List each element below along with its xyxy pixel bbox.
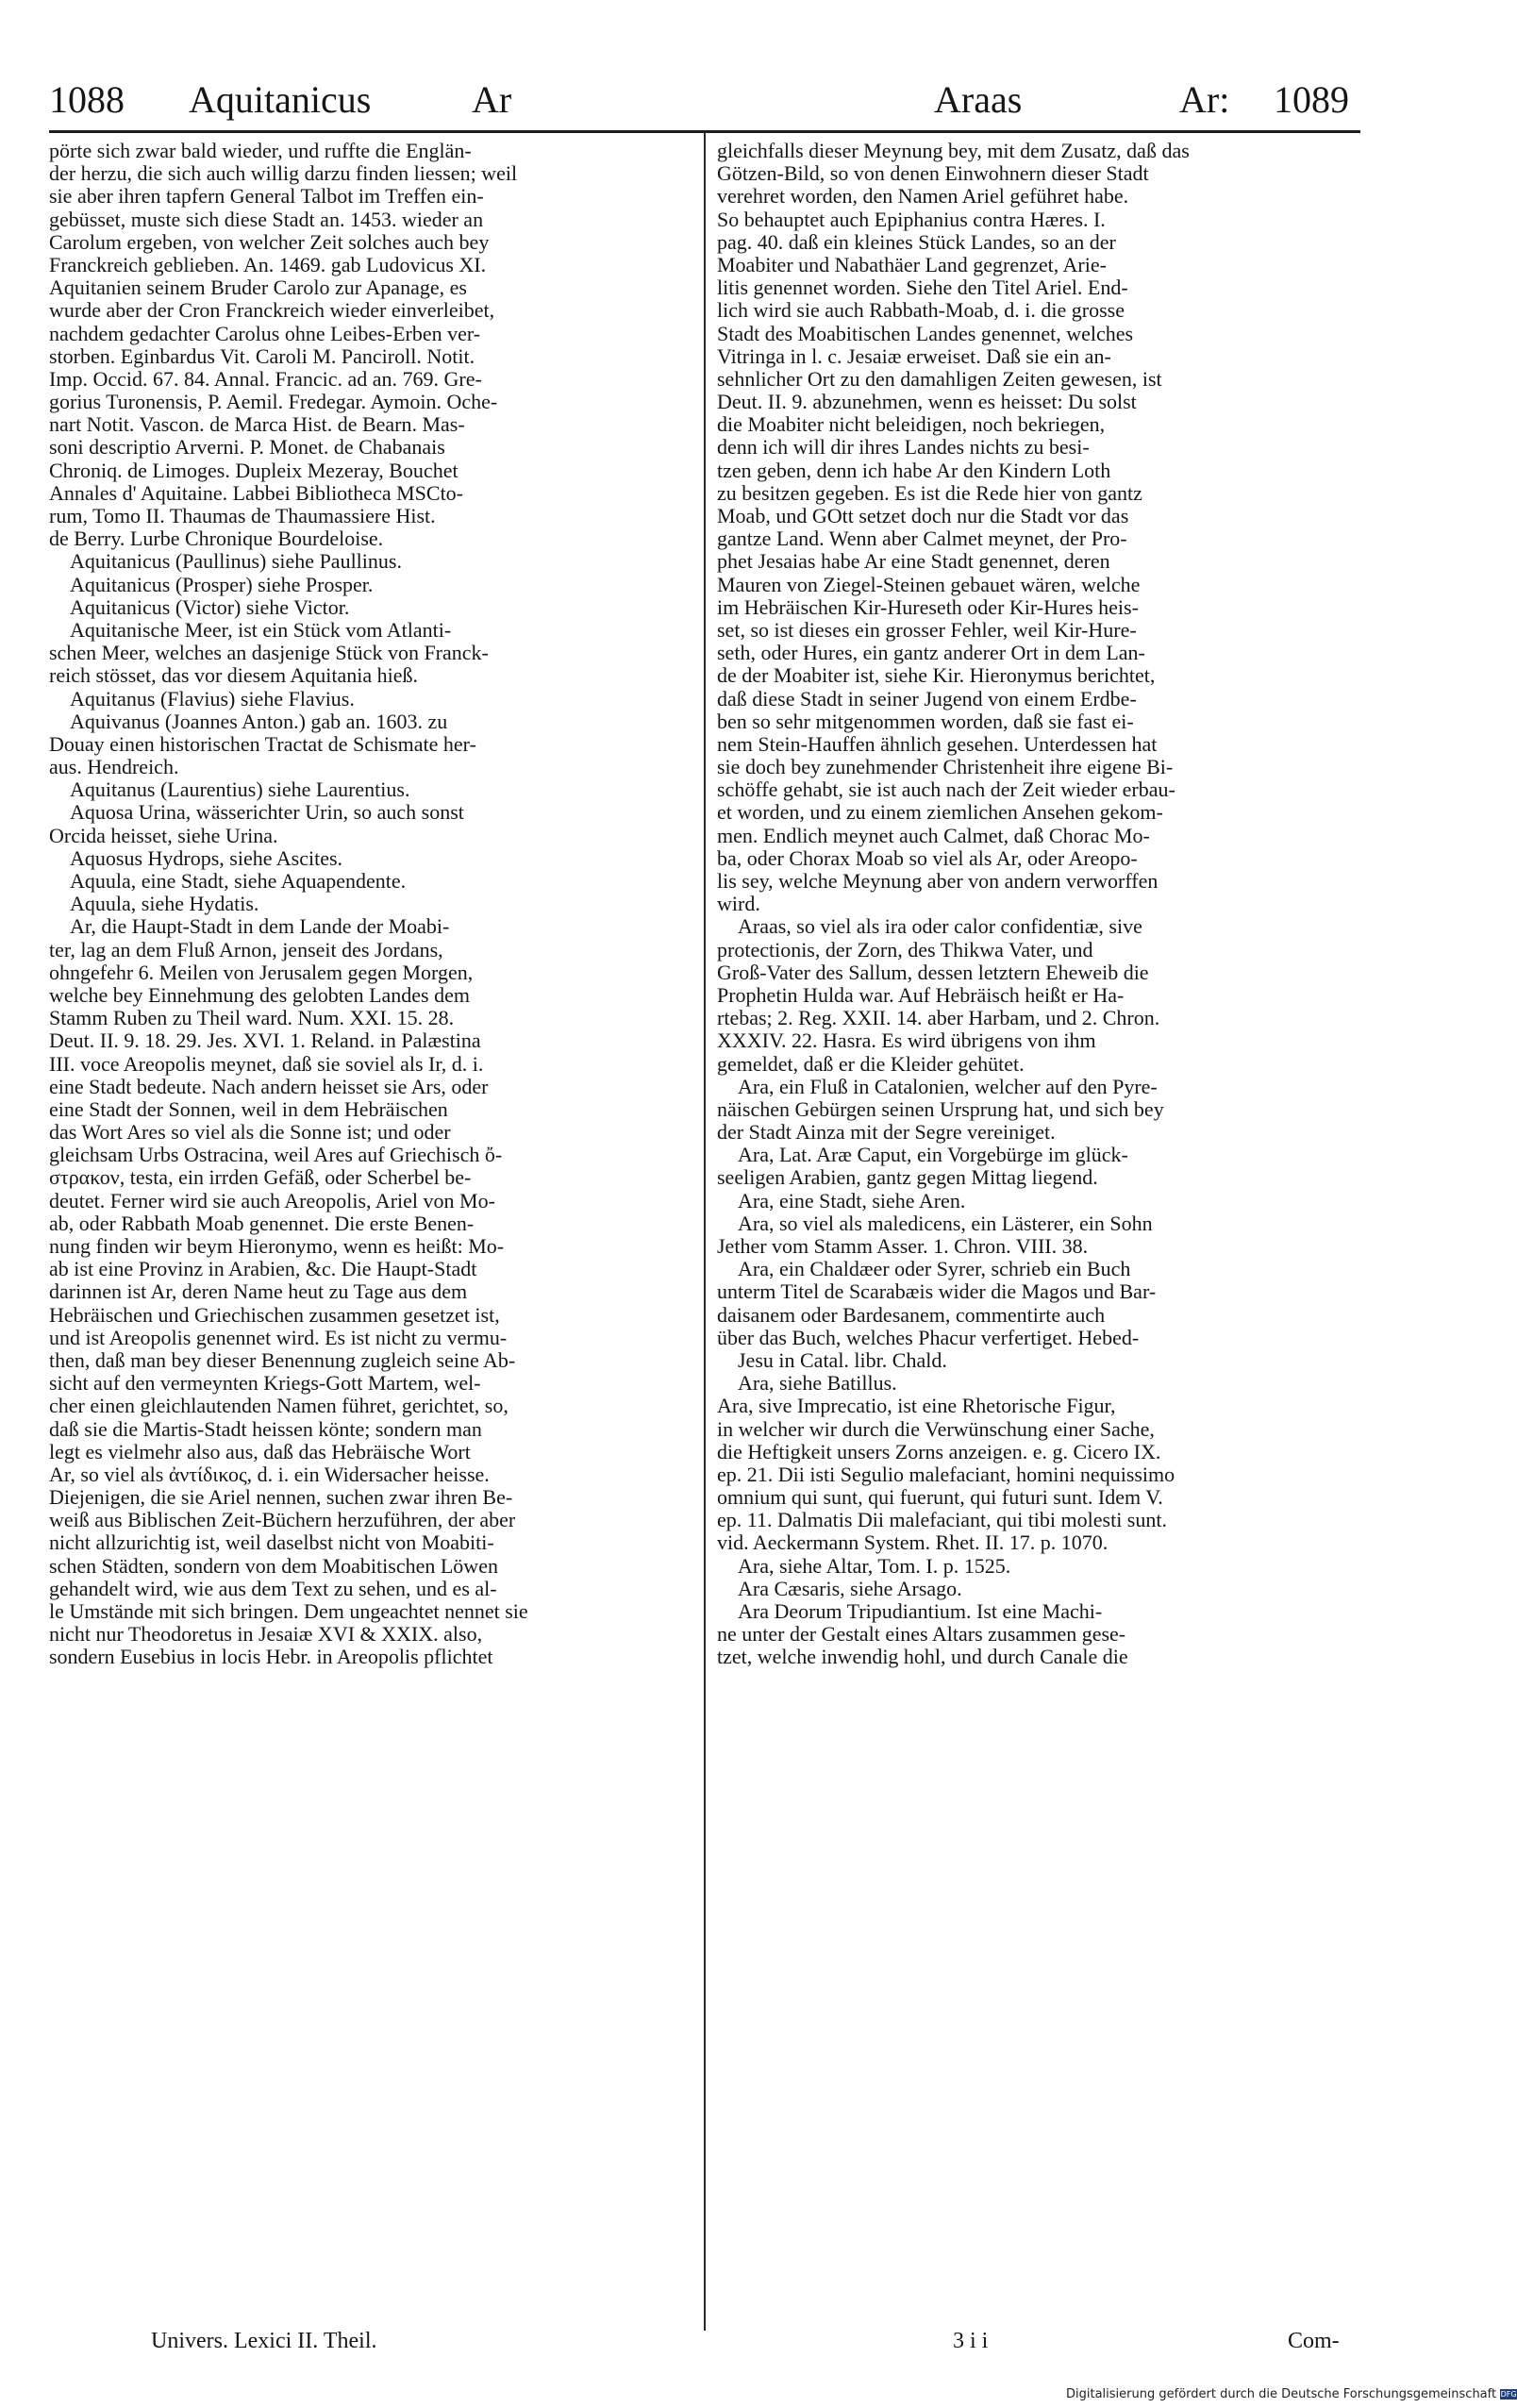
text-line: nachdem gedachter Carolus ohne Leibes-Erben ver- xyxy=(49,321,481,345)
text-line: eine Stadt der Sonnen, weil in dem Hebräischen xyxy=(49,1096,448,1121)
text-line: Ara, ein Fluß in Catalonien, welcher auf den Pyre- xyxy=(738,1074,1158,1098)
text-line: Ara, ein Chaldæer oder Syrer, schrieb ein Buch xyxy=(738,1257,1131,1281)
text-line: III. voce Areopolis meynet, daß sie soviel als Ir, d. i. xyxy=(49,1051,484,1076)
text-line: omnium qui sunt, qui fuerunt, qui futuri sunt. Idem V. xyxy=(717,1485,1163,1510)
text-line: Prophetin Hulda war. Auf Hebräisch heißt er Ha- xyxy=(717,982,1125,1007)
text-line: Ara, eine Stadt, siehe Aren. xyxy=(738,1188,966,1212)
text-line: gleichfalls dieser Meynung bey, mit dem Zusatz, daß das xyxy=(717,139,1190,162)
text-line: Ara, sive Imprecatio, ist eine Rhetorische Figur, xyxy=(717,1394,1116,1418)
text-line: Ara, Lat. Aræ Caput, ein Vorgebürge im glück- xyxy=(738,1143,1128,1167)
text-line: Aquitanicus (Victor) siehe Victor. xyxy=(70,594,350,619)
text-line: ba, oder Chorax Moab so viel als Ar, oder Areopo- xyxy=(717,845,1138,870)
text-line: Carolum ergeben, von welcher Zeit solches auch bey xyxy=(49,229,490,254)
text-line: schen Städten, sondern von dem Moabitischen Löwen xyxy=(49,1553,498,1578)
footer-catchword: Com- xyxy=(1288,2329,1340,2353)
text-line: στρακον, testa, ein irrden Gefäß, oder Scherbel be- xyxy=(49,1165,472,1190)
text-line: set, so ist dieses ein grosser Fehler, weil Kir-Hure- xyxy=(717,617,1137,642)
text-line: sondern Eusebius in locis Hebr. in Areopolis pflichtet xyxy=(49,1645,493,1669)
text-line: litis genennet worden. Siehe den Titel Ariel. End- xyxy=(717,276,1128,300)
text-line: sicht auf den vermeynten Kriegs-Gott Martem, wel- xyxy=(49,1371,481,1396)
text-line: lis sey, welche Meynung aber von andern verworffen xyxy=(717,869,1159,893)
text-line: darinnen ist Ar, deren Name heut zu Tage aus dem xyxy=(49,1279,468,1304)
text-line: daß sie die Martis-Stadt heissen könte; sondern man xyxy=(49,1416,482,1441)
text-line: tzen geben, denn ich habe Ar den Kindern Loth xyxy=(717,458,1111,482)
page-number-right: 1089 xyxy=(1274,78,1349,121)
text-line: der herzu, die sich auch willig darzu finden liessen; weil xyxy=(49,161,518,186)
text-line: ter, lag an dem Fluß Arnon, jenseit des Jordans, xyxy=(49,937,443,962)
text-line: Groß-Vater des Sallum, dessen letztern Eheweib die xyxy=(717,960,1149,984)
footer-signature: Univers. Lexici II. Theil. xyxy=(151,2329,377,2353)
text-line: über das Buch, welches Phacur verfertiget. Hebed- xyxy=(717,1325,1140,1349)
text-line: wird. xyxy=(717,892,760,916)
text-line: in welcher wir durch die Verwünschung einer Sache, xyxy=(717,1416,1155,1441)
text-line: Ara, so viel als maledicens, ein Lästerer, ein Sohn xyxy=(738,1211,1153,1235)
text-line: im Hebräischen Kir-Hureseth oder Kir-Hures heis- xyxy=(717,594,1139,619)
text-line: Annales d' Aquitaine. Labbei Bibliotheca MSCto- xyxy=(49,480,464,505)
text-line: Ara, siehe Batillus. xyxy=(738,1371,897,1396)
text-line: gemeldet, daß er die Kleider gehütet. xyxy=(717,1051,1025,1076)
text-line: nem Stein-Hauffen ähnlich gesehen. Unterdessen hat xyxy=(717,731,1158,756)
text-line: Aquitanische Meer, ist ein Stück vom Atlanti- xyxy=(70,617,452,642)
text-line: Ara Deorum Tripudiantium. Ist eine Machi- xyxy=(738,1599,1103,1623)
text-line: daisanem oder Bardesanem, commentirte auch xyxy=(717,1302,1106,1327)
text-line: men. Endlich meynet auch Calmet, daß Chorac Mo- xyxy=(717,823,1150,847)
text-line: nung finden wir beym Hieronymo, wenn es heißt: Mo- xyxy=(49,1234,505,1258)
text-line: Araas, so viel als ira oder calor confidentiæ, sive xyxy=(738,914,1142,939)
text-line: So behauptet auch Epiphanius contra Hæres. I. xyxy=(717,207,1106,231)
text-line: Aquitanicus (Paullinus) siehe Paullinus. xyxy=(70,549,402,574)
text-line: Chroniq. de Limoges. Dupleix Mezeray, Bouchet xyxy=(49,458,458,482)
text-line: weiß aus Biblischen Zeit-Büchern herzuführen, der aber xyxy=(49,1508,516,1532)
text-line: deutet. Ferner wird sie auch Areopolis, Ariel von Mo- xyxy=(49,1188,495,1212)
text-line: Hebräischen und Griechischen zusammen gesetzet ist, xyxy=(49,1302,500,1327)
text-line: de Berry. Lurbe Chronique Bourdeloise. xyxy=(49,527,384,551)
dfg-logo-icon: DFG xyxy=(1500,2390,1517,2399)
text-line: tzet, welche inwendig hohl, und durch Canale die xyxy=(717,1645,1128,1669)
text-line: Aquula, eine Stadt, siehe Aquapendente. xyxy=(70,869,407,893)
text-line: Mauren von Ziegel-Steinen gebauet wären, welche xyxy=(717,572,1141,596)
text-line: then, daß man bey dieser Benennung zugleich seine Ab- xyxy=(49,1347,516,1372)
text-line: ab ist eine Provinz in Arabien, &c. Die Haupt-Stadt xyxy=(49,1257,477,1281)
text-line: Aquitanien seinem Bruder Carolo zur Apanage, es xyxy=(49,276,467,300)
running-header xyxy=(0,77,1415,123)
text-line: welche bey Einnehmung des gelobten Landes dem xyxy=(49,982,470,1007)
text-line: schen Meer, welches an dasjenige Stück von Franck- xyxy=(49,641,489,665)
text-line: Ara Cæsaris, siehe Arsago. xyxy=(738,1576,962,1600)
text-line: Vitringa in l. c. Jesaiæ erweiset. Daß sie ein an- xyxy=(717,343,1111,368)
header-title-right: Araas xyxy=(934,78,1023,121)
text-line: nart Notit. Vascon. de Marca Hist. de Bearn. Mas- xyxy=(49,412,465,437)
text-line: zu besitzen gegeben. Es ist die Rede hier von gantz xyxy=(717,480,1142,505)
text-line: Douay einen historischen Tractat de Schismate her- xyxy=(49,731,476,756)
text-line: Deut. II. 9. abzunehmen, wenn es heisset: Du solst xyxy=(717,390,1137,414)
text-line: phet Jesaias habe Ar eine Stadt genennet, deren xyxy=(717,549,1110,574)
text-line: gantze Land. Wenn aber Calmet meynet, der Pro- xyxy=(717,527,1127,551)
text-line: vid. Aeckermann System. Rhet. II. 17. p. 1070. xyxy=(717,1530,1109,1555)
credit-text: Digitalisierung gefördert durch die Deutsche Forschungsgemeinschaft xyxy=(1066,2387,1497,2401)
text-line: seth, oder Hures, ein gantz anderer Ort in dem Lan- xyxy=(717,641,1145,665)
text-line: legt es vielmehr also aus, daß das Hebräische Wort xyxy=(49,1439,471,1463)
text-line: Deut. II. 9. 18. 29. Jes. XVI. 1. Reland. in Palæstina xyxy=(49,1028,481,1053)
text-line: ab, oder Rabbath Moab genennet. Die erste Benen- xyxy=(49,1211,475,1235)
header-abbr-right: Ar: xyxy=(1179,78,1230,121)
text-line: ohngefehr 6. Meilen von Jerusalem gegen Morgen, xyxy=(49,960,474,984)
text-line: verehret worden, den Namen Ariel geführet habe. xyxy=(717,184,1129,209)
text-line: Ar, so viel als ἀντίδικος, d. i. ein Widersacher heisse. xyxy=(49,1462,490,1486)
text-line: denn ich will dir ihres Landes nichts zu besi- xyxy=(717,435,1090,460)
text-line: ep. 21. Dii isti Segulio malefaciant, homini nequissimo xyxy=(717,1462,1175,1486)
text-line: de der Moabiter ist, siehe Kir. Hieronymus berichtet, xyxy=(717,663,1156,688)
digitization-credit xyxy=(1066,2387,1517,2401)
text-line: protectionis, der Zorn, des Thikwa Vater, und xyxy=(717,937,1093,962)
text-line: cher einen gleichlautenden Namen führet, gerichtet, so, xyxy=(49,1394,508,1418)
text-line: Moabiter und Nabathäer Land gegrenzet, Arie- xyxy=(717,252,1107,276)
text-line: Franckreich geblieben. An. 1469. gab Ludovicus XI. xyxy=(49,252,487,276)
text-line: gehandelt wird, wie aus dem Text zu sehen, und es al- xyxy=(49,1576,497,1600)
text-line: Diejenigen, die sie Ariel nennen, suchen zwar ihren Be- xyxy=(49,1485,513,1510)
text-line: gorius Turonensis, P. Aemil. Fredegar. Aymoin. Oche- xyxy=(49,390,498,414)
text-line: rtebas; 2. Reg. XXII. 14. aber Harbam, und 2. Chron. xyxy=(717,1006,1160,1030)
text-line: Götzen-Bild, so von denen Einwohnern dieser Stadt xyxy=(717,161,1149,186)
text-line: Aquosus Hydrops, siehe Ascites. xyxy=(70,845,343,870)
text-line: ne unter der Gestalt eines Altars zusammen gese- xyxy=(717,1622,1126,1647)
text-line: Aquitanus (Flavius) siehe Flavius. xyxy=(70,686,355,711)
text-line: reich stösset, das vor diesem Aquitania hieß. xyxy=(49,663,419,688)
text-line: sie doch bey zunehmender Christenheit ihre eigene Bi- xyxy=(717,755,1174,779)
right-column xyxy=(717,140,1373,1669)
text-line: storben. Eginbardus Vit. Caroli M. Panciroll. Notit. xyxy=(49,343,475,368)
text-line: sie aber ihren tapfern General Talbot im Treffen ein- xyxy=(49,184,484,209)
text-line: schöffe gehabt, sie ist auch nach der Zeit wieder erbau- xyxy=(717,778,1175,802)
text-line: Moab, und GOtt setzet doch nur die Stadt vor das xyxy=(717,504,1129,527)
page-number-left: 1088 xyxy=(49,78,125,121)
text-line: eine Stadt bedeute. Nach andern heisset sie Ars, oder xyxy=(49,1074,489,1098)
text-line: Aquula, siehe Hydatis. xyxy=(70,892,259,916)
text-line: gleichsam Urbs Ostracina, weil Ares auf Griechisch ὄ- xyxy=(49,1143,503,1167)
text-line: gebüsset, muste sich diese Stadt an. 1453. wieder an xyxy=(49,207,484,231)
text-line: Jesu in Catal. libr. Chald. xyxy=(738,1347,947,1372)
text-line: Stadt des Moabitischen Landes genennet, welches xyxy=(717,321,1134,345)
text-line: pörte sich zwar bald wieder, und ruffte die Englän- xyxy=(49,139,472,162)
footer-sheet-mark: 3 i i xyxy=(953,2329,989,2353)
text-line: Ar, die Haupt-Stadt in dem Lande der Moabi- xyxy=(70,914,450,939)
text-line: XXXIV. 22. Hasra. Es wird übrigens von ihm xyxy=(717,1028,1096,1053)
header-title-left: Aquitanicus xyxy=(189,78,372,121)
text-line: Stamm Ruben zu Theil ward. Num. XXI. 15. 28. xyxy=(49,1006,455,1030)
text-line: wurde aber der Cron Franckreich wieder einverleibet, xyxy=(49,298,495,323)
text-line: Aquivanus (Joannes Anton.) gab an. 1603. zu xyxy=(70,709,448,733)
text-line: et worden, und zu einem ziemlichen Ansehen gekom- xyxy=(717,800,1163,825)
text-line: pag. 40. daß ein kleines Stück Landes, so an der xyxy=(717,229,1116,254)
text-line: lich wird sie auch Rabbath-Moab, d. i. die grosse xyxy=(717,298,1125,323)
text-line: nicht allzurichtig ist, weil daselbst nicht von Moabiti- xyxy=(49,1530,494,1555)
text-line: Orcida heisset, siehe Urina. xyxy=(49,823,278,847)
text-line: nicht nur Theodoretus in Jesaiæ XVI & XXIX. also, xyxy=(49,1622,483,1647)
text-line: näischen Gebürgen seinen Ursprung hat, und sich bey xyxy=(717,1096,1164,1121)
text-line: rum, Tomo II. Thaumas de Thaumassiere Hist. xyxy=(49,504,436,527)
text-line: Aquosa Urina, wässerichter Urin, so auch sonst xyxy=(70,800,464,825)
text-line: daß diese Stadt in seiner Jugend von einem Erdbe- xyxy=(717,686,1137,711)
text-line: Aquitanus (Laurentius) siehe Laurentius. xyxy=(70,778,410,802)
text-line: ep. 11. Dalmatis Dii malefaciant, qui tibi molesti sunt. xyxy=(717,1508,1167,1532)
text-line: soni descriptio Arverni. P. Monet. de Chabanais xyxy=(49,435,445,460)
text-line: le Umstände mit sich bringen. Dem ungeachtet nennet sie xyxy=(49,1599,528,1623)
text-line: das Wort Ares so viel als die Sonne ist; und oder xyxy=(49,1120,451,1145)
text-line: seeligen Arabien, gantz gegen Mittag liegend. xyxy=(717,1165,1098,1190)
header-abbr-left: Ar xyxy=(472,78,512,121)
text-line: die Heftigkeit unsers Zorns anzeigen. e. g. Cicero IX. xyxy=(717,1439,1161,1463)
text-line: die Moabiter nicht beleidigen, noch bekriegen, xyxy=(717,412,1106,437)
text-line: Ara, siehe Altar, Tom. I. p. 1525. xyxy=(738,1553,1011,1578)
text-line: Jether vom Stamm Asser. 1. Chron. VIII. 38. xyxy=(717,1234,1089,1258)
text-line: der Stadt Ainza mit der Segre vereiniget. xyxy=(717,1120,1056,1145)
text-line: und ist Areopolis genennet wird. Es ist nicht zu vermu- xyxy=(49,1325,508,1349)
left-column xyxy=(49,140,705,1669)
text-line: Imp. Occid. 67. 84. Annal. Francic. ad an. 769. Gre- xyxy=(49,366,482,391)
text-line: sehnlicher Ort zu den damahligen Zeiten gewesen, ist xyxy=(717,366,1162,391)
text-line: ben so sehr mitgenommen worden, daß sie fast ei- xyxy=(717,709,1134,733)
text-line: Aquitanicus (Prosper) siehe Prosper. xyxy=(70,572,374,596)
text-line: unterm Titel de Scarabæis wider die Magos und Bar- xyxy=(717,1279,1157,1304)
text-line: aus. Hendreich. xyxy=(49,755,179,779)
